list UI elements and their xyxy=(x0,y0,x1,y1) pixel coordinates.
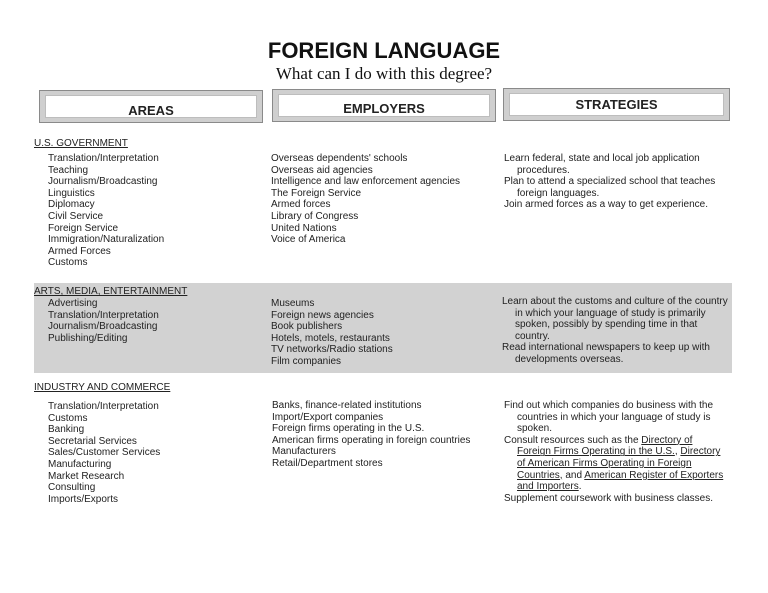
areas-list-arts xyxy=(48,298,159,344)
strategy-text: Consult resources such as the xyxy=(504,434,642,446)
column-header-areas xyxy=(39,90,263,123)
strategy-item-resources xyxy=(504,435,729,493)
area-item: Translation/Interpretation xyxy=(48,153,159,164)
employer-item: Foreign news agencies xyxy=(271,309,374,321)
strategy-item: Plan to attend a specialized school that teaches foreign languages. xyxy=(504,176,716,199)
employer-item: The Foreign Service xyxy=(271,187,362,199)
area-item: Civil Service xyxy=(48,210,104,222)
separator-text: . xyxy=(578,481,582,493)
employer-item: Hotels, motels, restaurants xyxy=(271,332,390,344)
area-item: Manufacturing xyxy=(48,458,112,470)
employer-item: Overseas dependents' schools xyxy=(271,153,408,164)
area-item: Customs xyxy=(48,412,88,424)
strategy-item: Join armed forces as a way to get experience. xyxy=(504,199,708,211)
category-arts-media-entertainment: ARTS, MEDIA, ENTERTAINMENT xyxy=(34,286,188,297)
page-title: FOREIGN LANGUAGE xyxy=(267,38,501,63)
employer-item: Museums xyxy=(271,298,315,309)
employers-list-us-government xyxy=(271,153,460,246)
area-item: Consulting xyxy=(48,482,96,494)
separator-text: and xyxy=(562,469,585,481)
employer-item: Retail/Department stores xyxy=(272,457,383,469)
area-item: Journalism/Broadcasting xyxy=(48,176,158,188)
areas-list-industry xyxy=(48,401,160,505)
employer-item: Film companies xyxy=(271,355,342,367)
resource-american-register: American Register of Exporters and Importers xyxy=(517,469,724,493)
area-item: Translation/Interpretation xyxy=(48,401,159,412)
employer-item: Import/Export companies xyxy=(272,411,384,423)
category-industry-commerce: INDUSTRY AND COMMERCE xyxy=(34,382,171,393)
employer-item: American firms operating in foreign countries xyxy=(272,434,471,446)
resource-directory-foreign-firms: Directory of Foreign Firms Operating in the U.S. xyxy=(517,434,693,458)
category-us-government: U.S. GOVERNMENT xyxy=(34,138,128,149)
employer-item: Foreign firms operating in the U.S. xyxy=(272,423,425,435)
strategy-item: Supplement coursework with business classes. xyxy=(504,492,713,504)
column-header-strategies-label: STRATEGIES xyxy=(509,93,724,116)
area-item: Sales/Customer Services xyxy=(48,447,161,459)
area-item: Journalism/Broadcasting xyxy=(48,321,158,333)
strategies-list-us-government xyxy=(504,153,729,211)
employer-item: Book publishers xyxy=(271,321,343,333)
employer-item: Banks, finance-related institutions xyxy=(272,400,422,411)
strategies-list-industry xyxy=(504,400,729,504)
area-item: Imports/Exports xyxy=(48,493,119,505)
employer-item: Voice of America xyxy=(271,234,346,246)
strategy-item: Find out which companies do business with the countries in which your language of study is spoken. xyxy=(504,400,714,435)
column-header-employers-label: EMPLOYERS xyxy=(278,94,490,117)
employer-item: United Nations xyxy=(271,222,337,234)
page-subtitle: What can I do with this degree? xyxy=(275,64,493,83)
strategies-list-arts xyxy=(502,296,734,366)
area-item: Advertising xyxy=(48,298,98,309)
area-item: Armed Forces xyxy=(48,245,111,257)
separator-text: , xyxy=(674,446,681,458)
strategy-item: Read international newspapers to keep up with developments overseas. xyxy=(502,342,710,365)
column-header-employers xyxy=(272,89,496,122)
area-item: Linguistics xyxy=(48,187,95,199)
area-item: Banking xyxy=(48,424,85,436)
area-item: Immigration/Naturalization xyxy=(48,234,165,246)
employer-item: Library of Congress xyxy=(271,210,359,222)
employer-item: Overseas aid agencies xyxy=(271,164,373,176)
employer-item: Armed forces xyxy=(271,199,331,211)
area-item: Market Research xyxy=(48,470,125,482)
area-item: Publishing/Editing xyxy=(48,332,128,344)
area-item: Foreign Service xyxy=(48,222,119,234)
strategy-item: Learn about the customs and culture of the country in which your language of study is primarily spoken, possibly by spending time in that country. xyxy=(502,296,728,342)
area-item: Diplomacy xyxy=(48,199,95,211)
employer-item: TV networks/Radio stations xyxy=(271,344,393,356)
employer-item: Intelligence and law enforcement agencies xyxy=(271,176,461,188)
employer-item: Manufacturers xyxy=(272,446,336,458)
strategy-item: Learn federal, state and local job application procedures. xyxy=(504,153,700,176)
area-item: Customs xyxy=(48,257,88,269)
column-header-strategies xyxy=(503,88,730,121)
area-item: Secretarial Services xyxy=(48,435,137,447)
column-header-areas-label: AREAS xyxy=(45,95,257,118)
resource-directory-american-firms: Directory of American Firms Operating in Foreign Countries, xyxy=(517,446,721,481)
area-item: Teaching xyxy=(48,164,89,176)
employers-list-arts xyxy=(271,298,393,368)
areas-list-us-government xyxy=(48,153,164,269)
employers-list-industry xyxy=(272,400,470,470)
area-item: Translation/Interpretation xyxy=(48,309,159,321)
